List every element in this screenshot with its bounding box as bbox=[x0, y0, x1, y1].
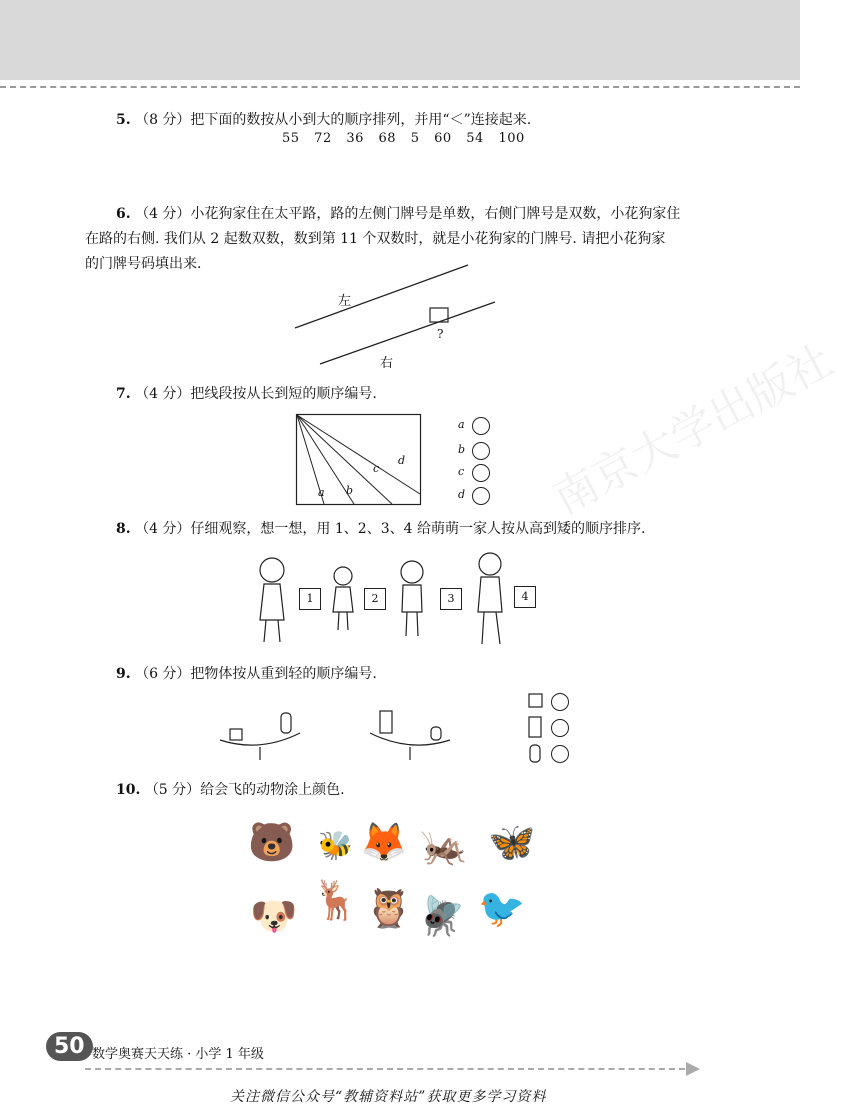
question-text: （4 分）仔细观察，想一想，用 1、2、3、4 给萌萌一家人按从高到矮的顺序排序. bbox=[135, 521, 646, 537]
question-number: 6. bbox=[116, 206, 131, 222]
answer-label-a: a bbox=[458, 418, 465, 431]
question-8 bbox=[116, 517, 645, 541]
road-label-right: 右 bbox=[380, 356, 394, 371]
watermark: 南京大学出版社 bbox=[545, 335, 842, 525]
number-list: 55 72 36 68 5 60 54 100 bbox=[282, 131, 525, 146]
page-number: 50 bbox=[46, 1032, 93, 1061]
boy-figure-icon bbox=[401, 561, 423, 583]
answer-label-c: c bbox=[458, 465, 465, 478]
owl-icon[interactable]: 🦉 bbox=[365, 886, 413, 930]
answer-circle[interactable] bbox=[472, 417, 490, 435]
bee-icon[interactable]: 🐝 bbox=[318, 829, 353, 862]
polar-bear-icon[interactable]: 🐻 bbox=[248, 820, 296, 864]
puppy-icon[interactable]: 🐶 bbox=[250, 894, 298, 938]
rank-box-1[interactable]: 1 bbox=[299, 588, 321, 610]
answer-label-d: d bbox=[458, 488, 466, 501]
house-number-placeholder: ? bbox=[437, 327, 444, 341]
question-text: （5 分）给会飞的动物涂上颜色. bbox=[144, 782, 345, 798]
segment-label-c: c bbox=[373, 462, 380, 475]
butterfly-icon[interactable]: 🦋 bbox=[488, 820, 536, 864]
answer-circle[interactable] bbox=[472, 442, 490, 460]
cylinder-icon bbox=[530, 745, 540, 762]
header-band bbox=[0, 0, 800, 80]
question-number: 9. bbox=[116, 666, 131, 682]
deer-icon[interactable]: 🦌 bbox=[312, 878, 360, 922]
small-girl-figure-icon bbox=[334, 567, 352, 585]
header-divider bbox=[0, 86, 800, 88]
bird-icon[interactable]: 🐦 bbox=[478, 886, 526, 930]
road-diagram bbox=[290, 260, 500, 370]
question-number: 8. bbox=[116, 521, 131, 537]
answer-circle[interactable] bbox=[551, 693, 569, 711]
mantis-icon[interactable]: 🦗 bbox=[420, 824, 468, 868]
man-figure-icon bbox=[479, 553, 501, 575]
segment-label-a: a bbox=[318, 486, 325, 499]
box-icon bbox=[529, 717, 541, 737]
question-6 bbox=[116, 202, 680, 226]
question-9 bbox=[116, 662, 377, 686]
question-6-line2: 在路的右侧. 我们从 2 起数双数，数到第 11 个双数时，就是小花狗家的门牌号. 请把小花狗家 bbox=[85, 231, 666, 247]
answer-circle[interactable] bbox=[472, 464, 490, 482]
rank-box-3[interactable]: 3 bbox=[440, 588, 462, 610]
balance-scales bbox=[215, 705, 455, 765]
cube-icon bbox=[529, 694, 542, 707]
family-figures bbox=[250, 550, 530, 650]
segment-label-b: b bbox=[346, 484, 354, 497]
question-10 bbox=[116, 778, 345, 802]
question-number: 7. bbox=[116, 386, 131, 402]
question-text: （4 分）小花狗家住在太平路，路的左侧门牌号是单数，右侧门牌号是双数，小花狗家住 bbox=[135, 206, 681, 222]
segment-diagram bbox=[296, 414, 426, 509]
balance-scale-icon bbox=[370, 733, 450, 745]
segment-label-d: d bbox=[398, 454, 406, 467]
question-5 bbox=[116, 108, 531, 132]
arrow-right-icon bbox=[684, 1060, 702, 1078]
question-6-line3: 的门牌号码填出来. bbox=[85, 256, 202, 272]
question-number: 10. bbox=[116, 782, 141, 798]
answer-circle[interactable] bbox=[551, 745, 569, 763]
rank-box-2[interactable]: 2 bbox=[364, 588, 386, 610]
question-text: （8 分）把下面的数按从小到大的顺序排列，并用“＜”连接起来. bbox=[135, 112, 532, 128]
promo-text: 关注微信公众号“教辅资料站”获取更多学习资料 bbox=[230, 1089, 547, 1105]
balance-scale-icon bbox=[220, 733, 300, 745]
road-label-left: 左 bbox=[338, 294, 352, 309]
answer-circle[interactable] bbox=[551, 719, 569, 737]
question-text: （4 分）把线段按从长到短的顺序编号. bbox=[135, 386, 377, 402]
question-7 bbox=[116, 382, 377, 406]
footer-divider bbox=[85, 1068, 685, 1070]
answer-circle[interactable] bbox=[472, 487, 490, 505]
fox-icon[interactable]: 🦊 bbox=[360, 820, 408, 864]
rank-box-4[interactable]: 4 bbox=[514, 586, 536, 608]
question-text: （6 分）把物体按从重到轻的顺序编号. bbox=[135, 666, 377, 682]
question-number: 5. bbox=[116, 112, 131, 128]
girl-figure-icon bbox=[260, 558, 284, 582]
book-title: 数学奥赛天天练 · 小学 1 年级 bbox=[92, 1047, 264, 1062]
answer-label-b: b bbox=[458, 443, 466, 456]
dragonfly-icon[interactable]: 🪰 bbox=[418, 894, 466, 938]
